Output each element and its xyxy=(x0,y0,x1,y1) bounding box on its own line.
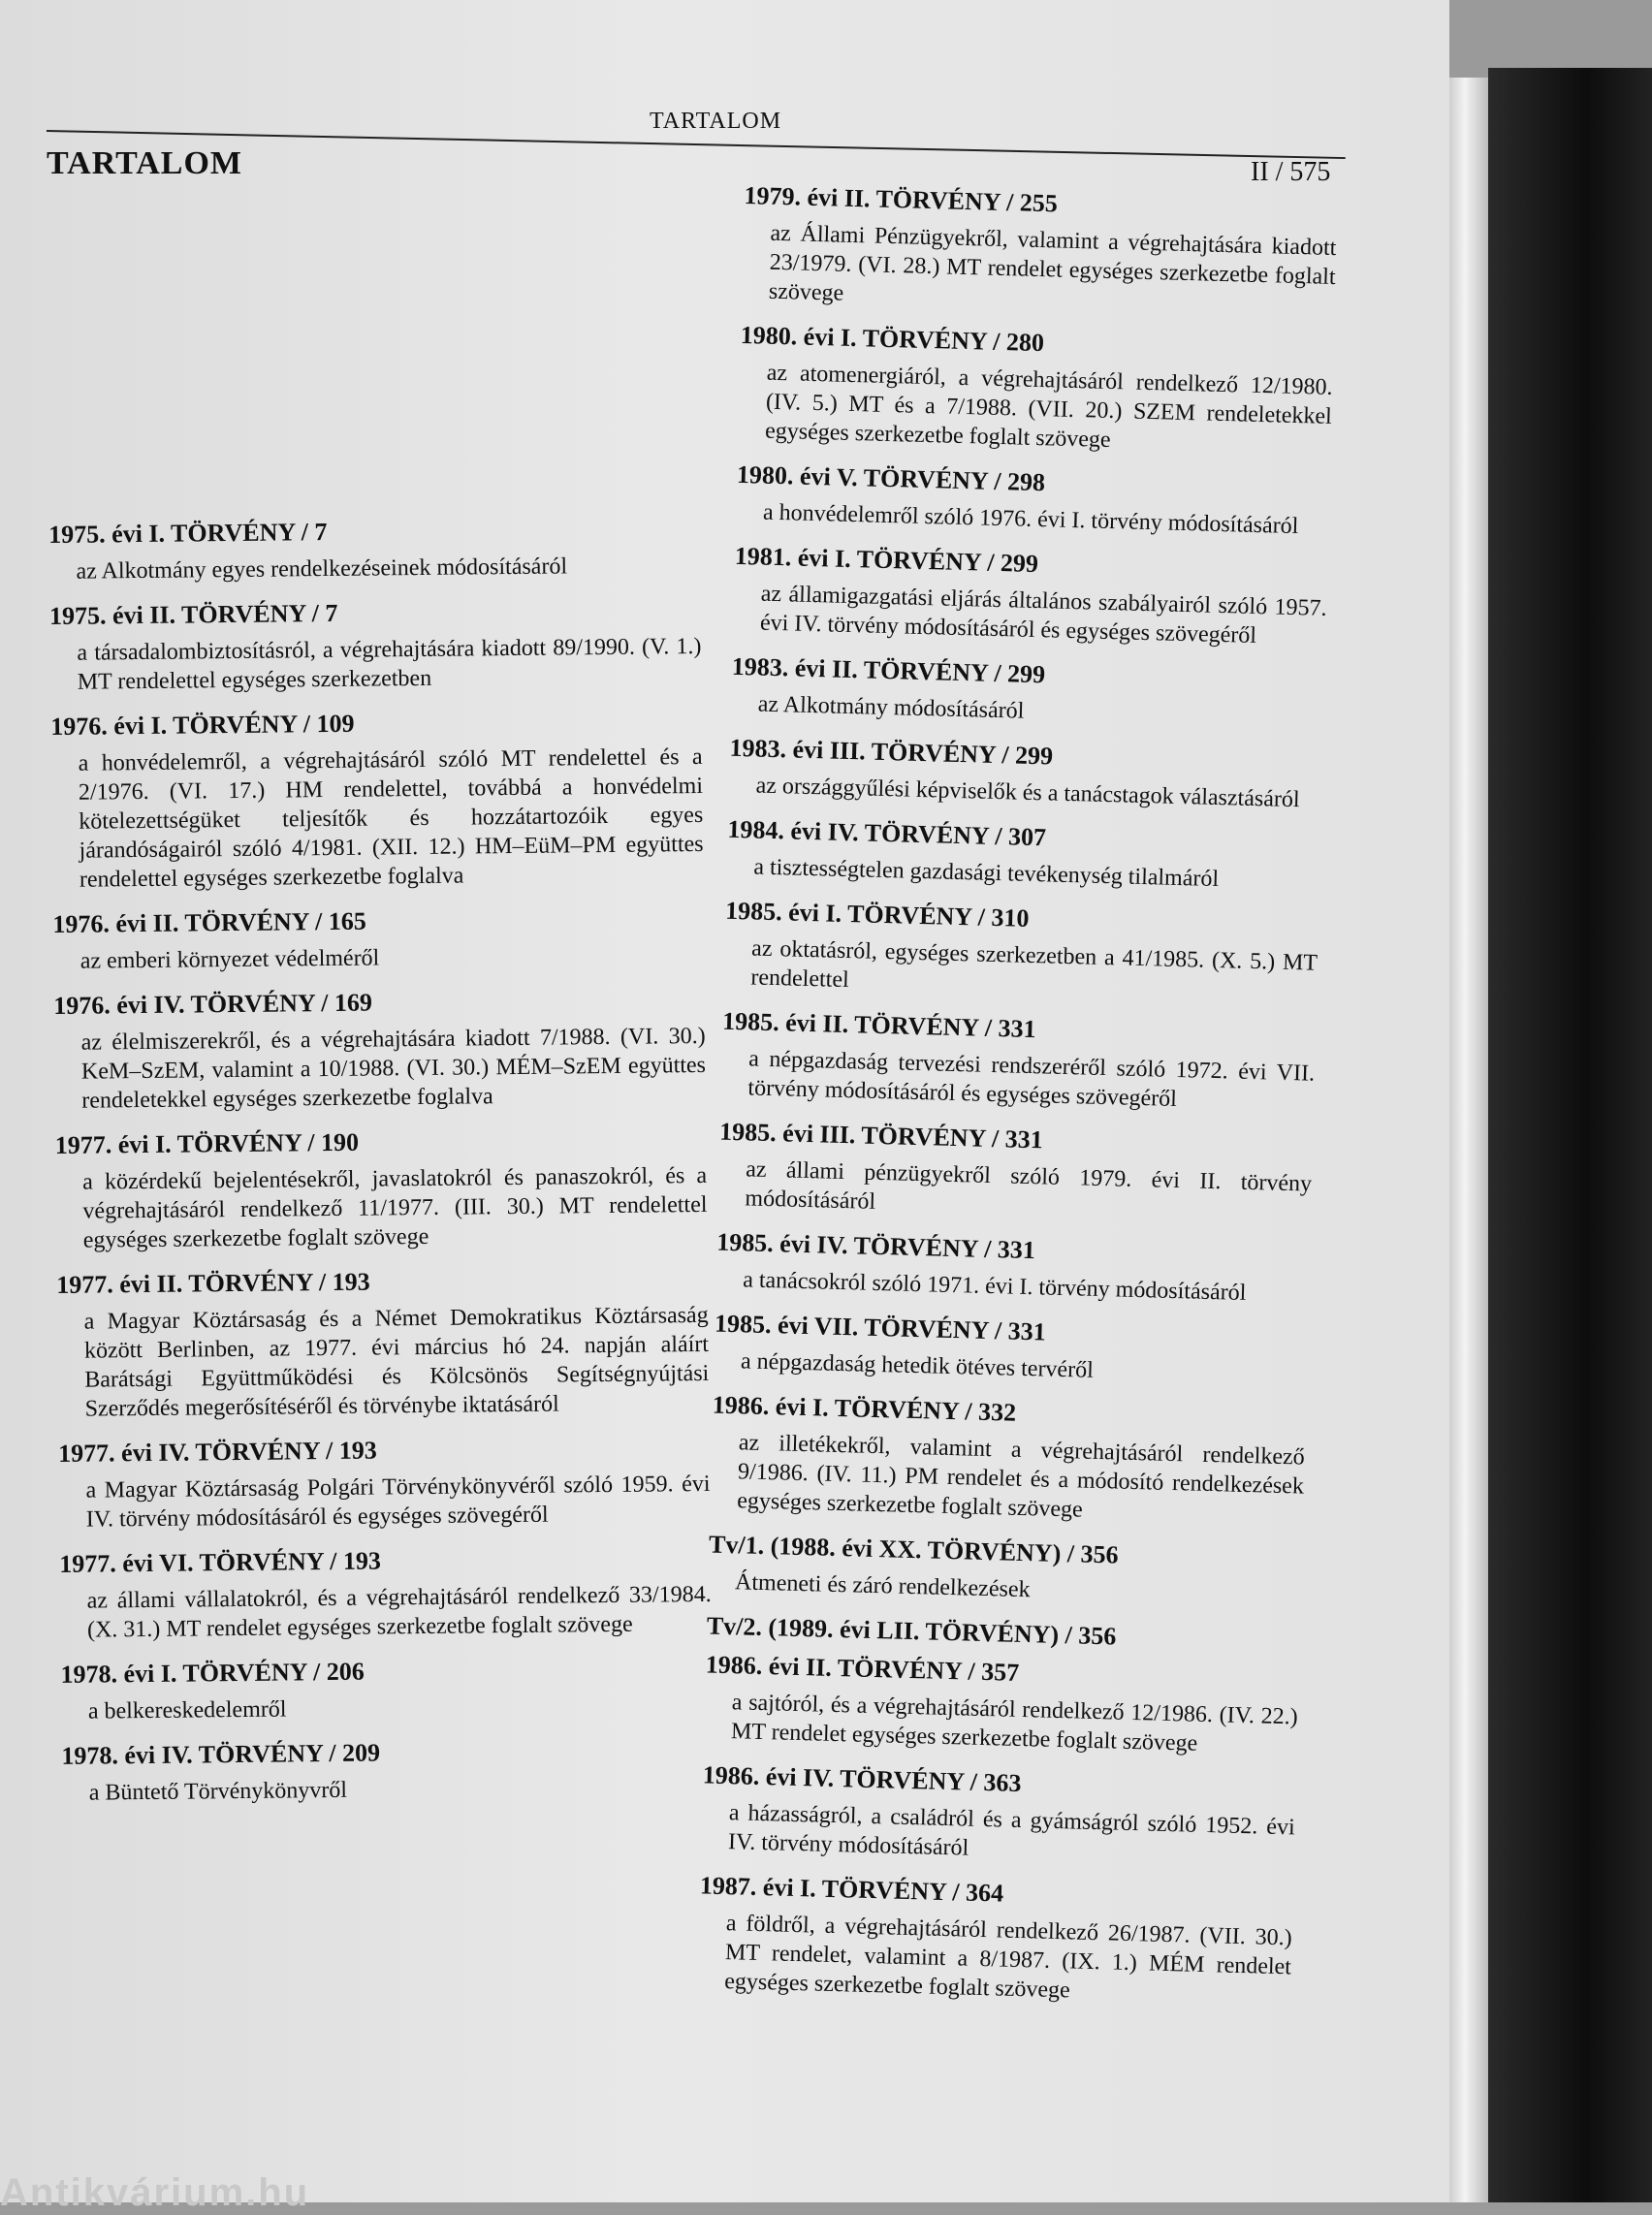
toc-entry-title: 1980. évi I. TÖRVÉNY / 280 xyxy=(740,320,1045,358)
toc-entry-description: az oktatásról, egységes szerkezetben a 41/1985. (X. 5.) MT rendelettel xyxy=(750,935,1318,994)
toc-entry-title: 1975. évi I. TÖRVÉNY / 7 xyxy=(48,517,328,549)
toc-entry-title: 1986. évi II. TÖRVÉNY / 357 xyxy=(705,1650,1020,1687)
toc-entry xyxy=(701,1758,1296,1871)
toc-entry xyxy=(697,1869,1293,2010)
toc-entry-title: 1985. évi II. TÖRVÉNY / 331 xyxy=(721,1006,1036,1044)
toc-entry xyxy=(52,902,705,976)
toc-entry xyxy=(736,459,1331,542)
toc-entry-description: a földről, a végrehajtásáról rendelkező 26/1987. (VII. 30.) MT rendelet, valamint a 8/1987. (IX. 1.) MÉM rendelet egységes szerkezetbe foglalt szövege xyxy=(723,1911,1293,2004)
toc-entry-description: a belkereskedelemről xyxy=(87,1696,287,1725)
toc-entry-description: Átmeneti és záró rendelkezések xyxy=(734,1569,1031,1603)
toc-entry-description: az állami vállalatokról, és a végrehajtásáról rendelkező 33/1984. (X. 31.) MT rendelet egységes szerkezetbe foglalt szövege xyxy=(86,1581,712,1643)
toc-entry-description: a Magyar Köztársaság és a Német Demokratikus Köztársaság között Berlinben, az 1977. évi március hó 24. napján aláírt Barátsági Együttműködési és Kölcsönös Segítségnyújtási Szerződés megerősítéséről és törvénybe iktatásáról xyxy=(83,1302,710,1422)
toc-entry-title: 1976. évi II. TÖRVÉNY / 165 xyxy=(52,906,366,938)
toc-entry xyxy=(50,704,704,895)
toc-entry-description: a Büntető Törvénykönyvről xyxy=(88,1777,348,1806)
toc-entry-description: a sajtóról, és a végrehajtásáról rendelkező 12/1986. (IV. 22.) MT rendelet egységes szerkezetbe foglalt szövege xyxy=(730,1690,1299,1756)
book-cover xyxy=(1488,68,1652,2202)
toc-entry-description: az Alkotmány módosításáról xyxy=(757,691,1025,724)
toc-entry-description: az emberi környezet védelméről xyxy=(79,945,380,974)
toc-entry-title: 1977. évi II. TÖRVÉNY / 193 xyxy=(56,1267,370,1299)
toc-entry xyxy=(714,1308,1309,1391)
toc-entry-title: 1986. évi I. TÖRVÉNY / 332 xyxy=(712,1390,1017,1427)
toc-entry xyxy=(708,1529,1303,1612)
toc-entry-description: a tanácsokról szóló 1971. évi I. törvény módosításáról xyxy=(742,1267,1247,1306)
toc-entry-title: 1977. évi IV. TÖRVÉNY / 193 xyxy=(57,1436,377,1468)
page-title: TARTALOM xyxy=(47,145,242,181)
toc-entry-title: 1975. évi II. TÖRVÉNY / 7 xyxy=(48,598,338,630)
toc-entry-description: a Magyar Köztársaság Polgári Törvénykönyvéről szóló 1959. évi IV. törvény módosításáról és egységes szövegéről xyxy=(85,1471,711,1533)
toc-entry xyxy=(728,732,1323,815)
toc-entry xyxy=(53,983,706,1116)
watermark: Antikvárium.hu xyxy=(0,2171,310,2214)
toc-entry-description: az államigazgatási eljárás általános szabályairól szóló 1957. évi IV. törvény módosításáról és egységes szövegéről xyxy=(759,581,1327,649)
toc-entry-title: 1985. évi I. TÖRVÉNY / 310 xyxy=(724,896,1030,933)
toc-entry-title: 1977. évi I. TÖRVÉNY / 190 xyxy=(54,1127,360,1159)
toc-entry-title: 1987. évi I. TÖRVÉNY / 364 xyxy=(699,1871,1004,1908)
toc-entry xyxy=(738,319,1334,460)
toc-entry xyxy=(726,813,1321,897)
toc-entry-description: az illetékekről, valamint a végrehajtásáról rendelkező 9/1986. (IV. 11.) PM rendelet és a módosító rendelkezések egységes szerkezetbe foglalt szövege xyxy=(736,1430,1306,1523)
left-column xyxy=(48,512,714,1821)
toc-entry-title: 1977. évi VI. TÖRVÉNY / 193 xyxy=(59,1546,382,1578)
toc-entry-title: 1976. évi IV. TÖRVÉNY / 169 xyxy=(53,988,373,1020)
toc-entry-description: az Alkotmány egyes rendelkezéseinek módosításáról xyxy=(76,554,568,585)
toc-entry xyxy=(715,1226,1311,1310)
toc-entry-title: 1983. évi III. TÖRVÉNY / 299 xyxy=(729,733,1054,771)
toc-entry xyxy=(717,1116,1313,1228)
toc-entry-description: az állami pénzügyekről szóló 1979. évi II. törvény módosításáról xyxy=(745,1156,1313,1215)
toc-entry xyxy=(742,179,1338,321)
toc-entry xyxy=(61,1733,714,1808)
toc-entry-title: 1985. évi III. TÖRVÉNY / 331 xyxy=(718,1117,1044,1155)
toc-entry-title: 1984. évi IV. TÖRVÉNY / 307 xyxy=(727,814,1047,852)
toc-entry-description: a népgazdaság hetedik ötéves tervéről xyxy=(740,1348,1095,1383)
toc-entry-title: Tv/2. (1989. évi LII. TÖRVÉNY) / 356 xyxy=(706,1611,1117,1651)
page-edge xyxy=(1449,78,1488,2202)
toc-entry xyxy=(55,1123,708,1255)
toc-entry-title: 1978. évi I. TÖRVÉNY / 206 xyxy=(60,1657,365,1689)
toc-entry xyxy=(59,1541,712,1645)
toc-entry-description: a tisztességtelen gazdasági tevékenység tilalmáról xyxy=(753,854,1220,893)
toc-entry-description: a honvédelemről szóló 1976. évi I. törvény módosításáról xyxy=(762,499,1299,540)
toc-entry-description: az országgyűlési képviselők és a tanácstagok választásáról xyxy=(755,773,1300,813)
toc-entry-description: a honvédelemről, a végrehajtásáról szóló MT rendelettel és a 2/1976. (VI. 17.) HM rendelettel, továbbá a honvédelmi kötelezettségüket teljesítők és hozzátartozóik egyes járandóságairól szóló 4/1981. (XII. 12.) HM–EüM–PM együttes rendelettel egységes szerkezetbe foglalva xyxy=(78,744,704,893)
toc-entry xyxy=(58,1431,711,1535)
toc-entry xyxy=(48,512,701,586)
toc-entry-title: 1980. évi V. TÖRVÉNY / 298 xyxy=(736,459,1046,497)
toc-entry xyxy=(730,650,1325,734)
toc-entry xyxy=(704,1648,1299,1760)
toc-entry xyxy=(733,540,1328,652)
toc-entry-title: 1985. évi IV. TÖRVÉNY / 331 xyxy=(715,1227,1036,1265)
toc-entry xyxy=(710,1389,1306,1531)
toc-entry-title: 1985. évi VII. TÖRVÉNY / 331 xyxy=(714,1309,1047,1346)
toc-entry-title: 1981. évi I. TÖRVÉNY / 299 xyxy=(734,541,1039,579)
toc-entry xyxy=(49,593,702,697)
toc-entry-title: 1986. évi IV. TÖRVÉNY / 363 xyxy=(702,1760,1022,1798)
toc-entry-title: 1978. évi IV. TÖRVÉNY / 209 xyxy=(61,1738,381,1770)
running-head: TARTALOM xyxy=(650,109,782,134)
toc-entry-title: 1983. évi II. TÖRVÉNY / 299 xyxy=(731,651,1046,689)
toc-entry xyxy=(723,895,1318,1007)
toc-entry-title: Tv/1. (1988. évi XX. TÖRVÉNY) / 356 xyxy=(708,1530,1119,1569)
toc-entry-description: a népgazdaság tervezési rendszeréről szóló 1972. évi VII. törvény módosításáról és egységes szövegéről xyxy=(747,1046,1316,1112)
toc-entry-description: a közérdekű bejelentésekről, javaslatokról és panaszokról, és a végrehajtásáról rendelkező 11/1977. (III. 30.) MT rendelettel egységes szerkezetbe foglalt szövege xyxy=(82,1162,708,1253)
toc-entry-description: az élelmiszerekről, és a végrehajtására kiadott 7/1988. (VI. 30.) KeM–SzEM, valamint a 10/1988. (VI. 30.) MÉM–SzEM együttes rendeletekkel egységes szerkezetbe foglalva xyxy=(80,1023,707,1114)
toc-entry-title: 1976. évi I. TÖRVÉNY / 109 xyxy=(50,709,355,741)
toc-entry xyxy=(720,1005,1316,1118)
toc-entry xyxy=(56,1262,710,1424)
toc-entry-description: az atomenergiáról, a végrehajtásáról rendelkező 12/1980. (IV. 5.) MT és a 7/1988. (VII. 20.) SZEM rendeletekkel egységes szerkezetbe foglalt szövege xyxy=(764,360,1333,453)
page-number: II / 575 xyxy=(1251,157,1331,187)
toc-entry-description: a házasságról, a családról és a gyámságról szóló 1952. évi IV. törvény módosításáról xyxy=(727,1800,1296,1861)
right-column xyxy=(697,179,1338,2024)
toc-entry-description: az Állami Pénzügyekről, valamint a végrehajtására kiadott 23/1979. (VI. 28.) MT rendelet egységes szerkezetbe foglalt szövege xyxy=(768,220,1337,306)
toc-entry-description: a társadalombiztosításról, a végrehajtására kiadott 89/1990. (V. 1.) MT rendelettel egységes szerkezetben xyxy=(77,633,702,695)
toc-entry xyxy=(60,1652,713,1726)
toc-entry-title: 1979. évi II. TÖRVÉNY / 255 xyxy=(744,180,1059,218)
